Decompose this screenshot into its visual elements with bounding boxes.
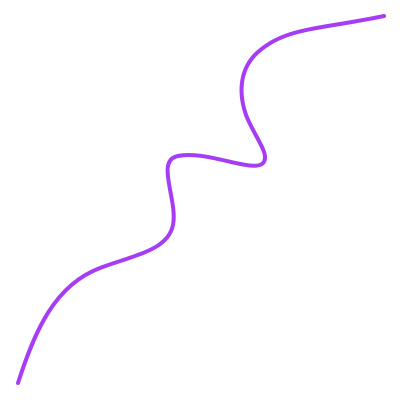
- purple-squiggle-line: [18, 16, 384, 383]
